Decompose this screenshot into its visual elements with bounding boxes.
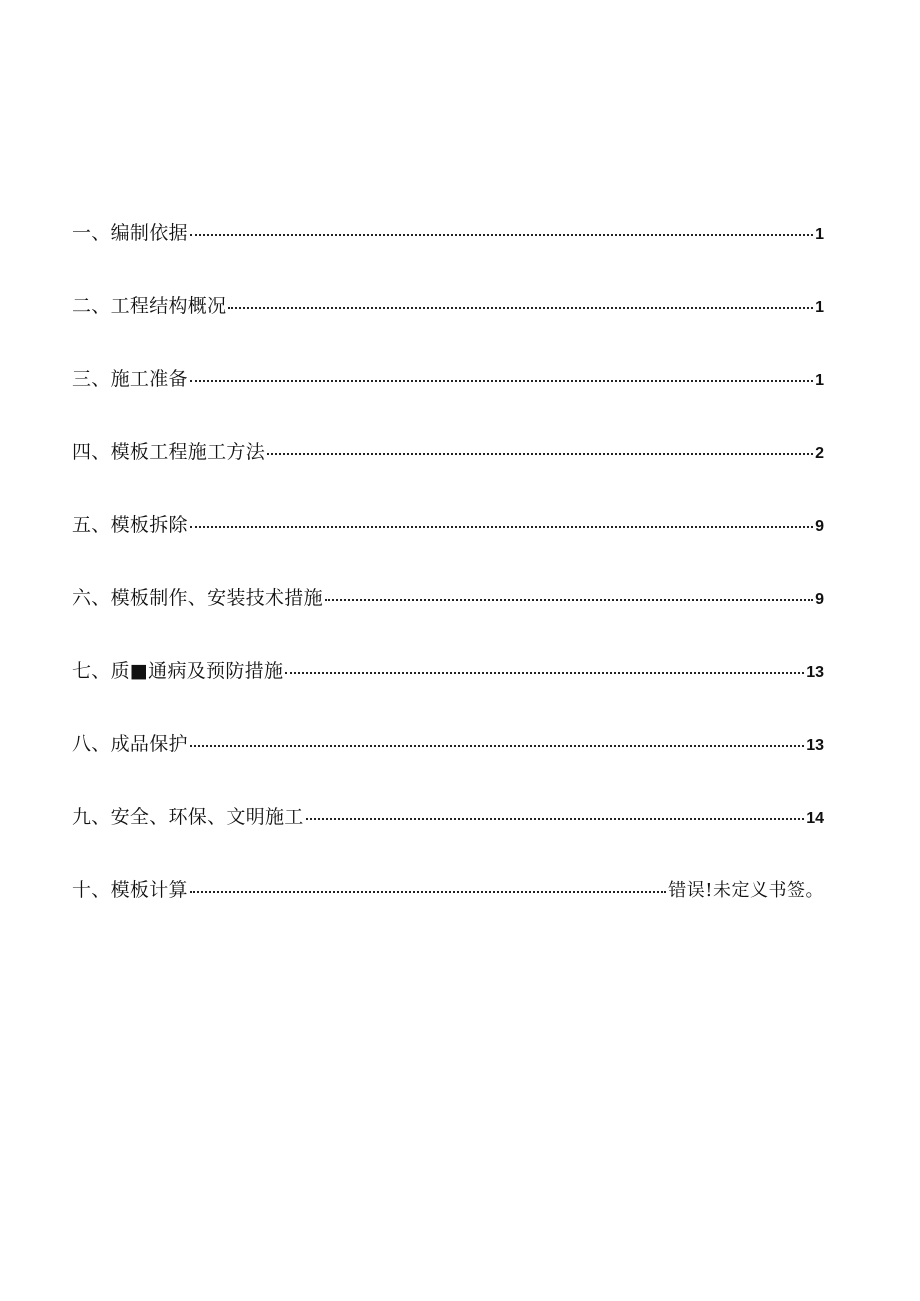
toc-dot-leader [190, 234, 813, 236]
toc-entry[interactable] [72, 875, 824, 911]
toc-dot-leader [325, 599, 813, 601]
toc-entry-page: 2 [815, 445, 824, 462]
toc-entry-title: 二、工程结构概况 [72, 295, 227, 317]
toc-entry[interactable] [72, 218, 824, 254]
toc-entry-title: 八、成品保护 [72, 733, 188, 755]
toc-dot-leader [285, 672, 804, 674]
toc-entry-title: 四、模板工程施工方法 [72, 441, 266, 463]
toc-entry-page: 13 [806, 664, 824, 681]
toc-entry-page: 9 [815, 591, 824, 608]
toc-entry[interactable] [72, 364, 824, 400]
toc-dot-leader [267, 453, 813, 455]
toc-entry-title: 七、质■通病及预防措施 [72, 660, 284, 682]
toc-dot-leader [228, 307, 813, 309]
toc-entry[interactable] [72, 510, 824, 546]
toc-entry[interactable] [72, 437, 824, 473]
toc-entry[interactable] [72, 291, 824, 327]
toc-entry-title: 十、模板计算 [72, 879, 188, 901]
toc-entry-title: 六、模板制作、安装技术措施 [72, 587, 323, 609]
toc-entry-title: 九、安全、环保、文明施工 [72, 806, 304, 828]
toc-entry-page: 13 [806, 737, 824, 754]
toc-entry-page-error: 错误!未定义书签。 [668, 880, 824, 901]
table-of-contents [72, 218, 824, 948]
toc-entry-title: 五、模板拆除 [72, 514, 188, 536]
toc-entry[interactable] [72, 583, 824, 619]
toc-entry-title: 三、施工准备 [72, 368, 188, 390]
toc-entry-page: 1 [815, 372, 824, 389]
toc-entry[interactable] [72, 656, 824, 692]
toc-entry-page: 1 [815, 226, 824, 243]
toc-entry[interactable] [72, 729, 824, 765]
toc-dot-leader [190, 891, 666, 893]
toc-entry-title: 一、编制依据 [72, 222, 188, 244]
toc-dot-leader [190, 526, 813, 528]
toc-dot-leader [190, 380, 813, 382]
toc-dot-leader [306, 818, 805, 820]
toc-entry-page: 14 [806, 810, 824, 827]
toc-entry-page: 1 [815, 299, 824, 316]
toc-entry[interactable] [72, 802, 824, 838]
toc-dot-leader [190, 745, 804, 747]
toc-entry-page: 9 [815, 518, 824, 535]
